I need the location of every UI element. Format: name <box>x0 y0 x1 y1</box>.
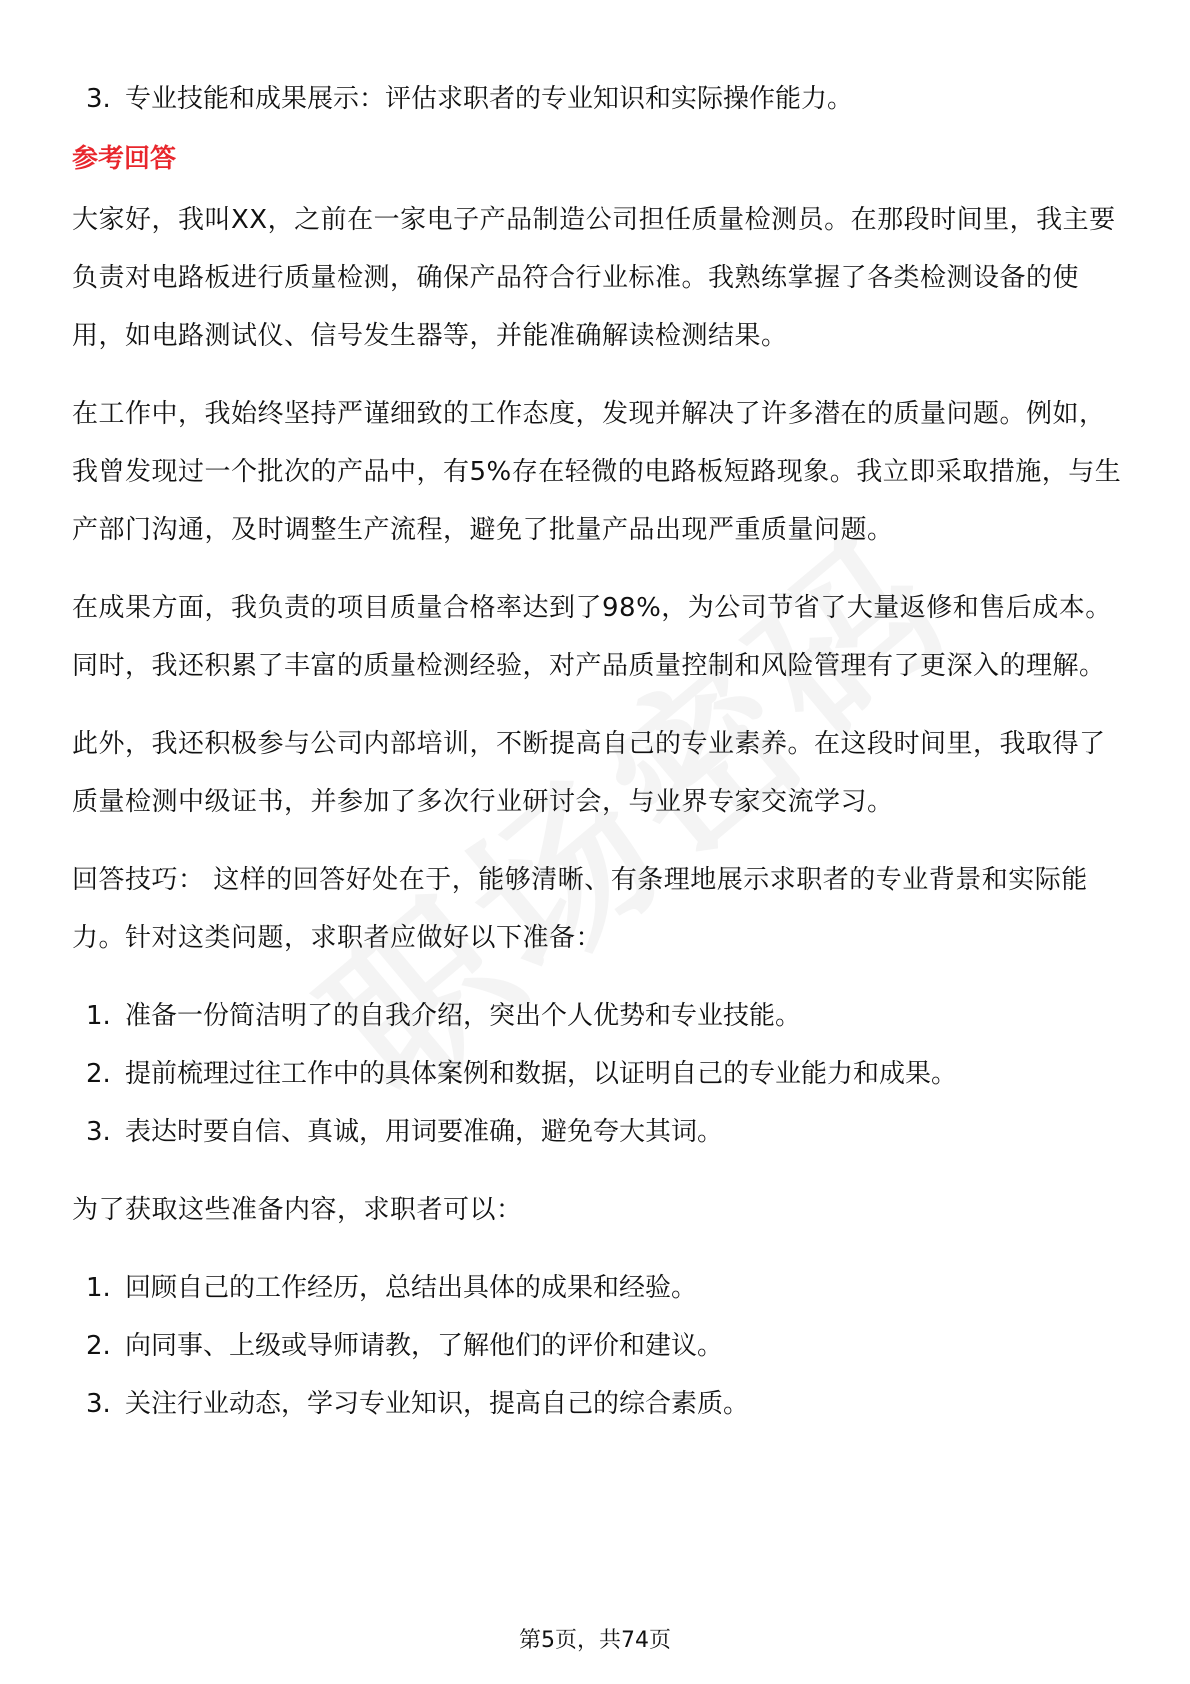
section-title: 参考回答 <box>72 144 177 174</box>
list-text: 关注行业动态，学习专业知识，提高自己的综合素质。 <box>125 1389 750 1419</box>
paragraph: 大家好，我叫XX，之前在一家电子产品制造公司担任质量检测员。在那段时间里，我主要负责对电路板进行质量检测，确保产品符合行业标准。我熟练掌握了各类检测设备的使用，如电路测试仪、信号发生器等，并能准确解读检测结果。 <box>72 205 1116 351</box>
paragraph: 为了获取这些准备内容，求职者可以： <box>72 1195 523 1225</box>
list-text: 回顾自己的工作经历，总结出具体的成果和经验。 <box>125 1273 698 1303</box>
tips-list <box>72 987 1122 1161</box>
list-number: 3. <box>86 1117 111 1147</box>
paragraph: 在工作中，我始终坚持严谨细致的工作态度，发现并解决了许多潜在的质量问题。例如，我曾发现过一个批次的产品中，有5%存在轻微的电路板短路现象。我立即采取措施，与生产部门沟通，及时调整生产流程，避免了批量产品出现严重质量问题。 <box>72 399 1122 545</box>
list-text: 专业技能和成果展示：评估求职者的专业知识和实际操作能力。 <box>125 84 854 114</box>
list-number: 1. <box>86 1273 111 1303</box>
list-text: 提前梳理过往工作中的具体案例和数据，以证明自己的专业能力和成果。 <box>125 1059 958 1089</box>
page-footer: 第5页，共74页 <box>519 1628 671 1653</box>
list-item <box>72 987 1122 1045</box>
page-content <box>72 70 1122 1433</box>
list-text: 准备一份简洁明了的自我介绍，突出个人优势和专业技能。 <box>125 1001 802 1031</box>
list-number: 1. <box>86 1001 111 1031</box>
list-number: 3. <box>86 1389 111 1419</box>
paragraph: 回答技巧： 这样的回答好处在于，能够清晰、有条理地展示求职者的专业背景和实际能力。针对这类问题，求职者应做好以下准备： <box>72 865 1088 953</box>
top-list <box>72 70 1122 128</box>
list-item <box>72 1317 1122 1375</box>
list-text: 表达时要自信、真诚，用词要准确，避免夸大其词。 <box>125 1117 724 1147</box>
list-item <box>72 1259 1122 1317</box>
prep-list <box>72 1259 1122 1433</box>
list-item <box>72 1375 1122 1433</box>
list-item <box>72 70 1122 128</box>
paragraph: 此外，我还积极参与公司内部培训，不断提高自己的专业素养。在这段时间里，我取得了质量检测中级证书，并参加了多次行业研讨会，与业界专家交流学习。 <box>72 729 1106 817</box>
list-item <box>72 1045 1122 1103</box>
paragraph: 在成果方面，我负责的项目质量合格率达到了98%，为公司节省了大量返修和售后成本。同时，我还积累了丰富的质量检测经验，对产品质量控制和风险管理有了更深入的理解。 <box>72 593 1112 681</box>
list-number: 2. <box>86 1331 111 1361</box>
list-text: 向同事、上级或导师请教，了解他们的评价和建议。 <box>125 1331 724 1361</box>
list-number: 3. <box>86 84 111 114</box>
list-item <box>72 1103 1122 1161</box>
list-number: 2. <box>86 1059 111 1089</box>
